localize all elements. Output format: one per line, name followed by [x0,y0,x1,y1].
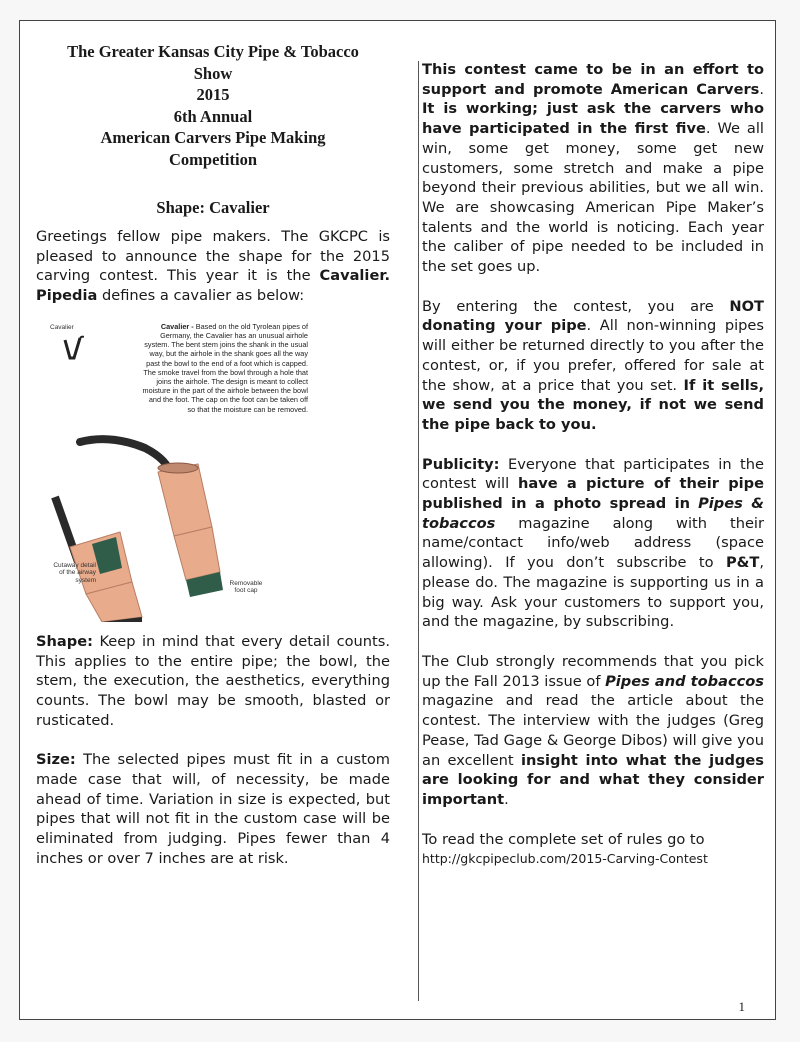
entering-paragraph [422,297,764,435]
title-line: The Greater Kansas City Pipe & Tobacco [67,42,359,61]
document-title [36,41,390,170]
entering-bold: NOT donating your pipe [422,297,764,335]
publicity-text-3: , please do. The magazine is supporting us in a big way. Ask your customers to support you, and the magazine, by subscribing. [422,554,764,631]
shape-paragraph [36,632,390,731]
rules-text: To read the complete set of rules go to [422,830,705,848]
page-number: 1 [738,999,745,1014]
publicity-paragraph [422,455,764,632]
magazine-title: Pipes & tobaccos [422,495,764,532]
contest-bold: This contest came to be in an effort to support and promote American Carvers [422,61,764,98]
club-bold: insight into what the judges are looking for and what they consider important [422,751,764,808]
shape-heading: Shape: Cavalier [156,198,270,217]
magazine-title: Pipes and tobaccos [605,672,764,690]
publicity-text-2: magazine along with their name/contact info/web address (space allowing). If you don’t subscribe to [422,514,764,572]
club-text: The Club strongly recommends that you pick up the Fall 2013 issue of [422,652,764,690]
title-line: Show [193,63,233,83]
left-column [36,21,390,869]
foot-cap-label: Removable foot cap [229,579,263,595]
publicity-text: Everyone that participates in the contest will [422,455,764,493]
cavalier-small-label: Cavalier [50,323,74,331]
title-line: American Carvers Pipe Making [100,128,326,147]
publicity-label: Publicity: [422,455,500,473]
pt-abbrev: P&T [725,554,760,572]
right-column [422,21,764,869]
column-divider [418,61,419,1001]
intro-text-end: defines a cavalier as below: [97,287,305,305]
page-frame [19,20,776,1020]
size-text: The selected pipes must fit in a custom made case that will, of necessity, be made ahead of time. Variation in size is expected, but pipes that will not fit in the custom case will be eliminated from judging. Pipes fewer than 4 inches or over 7 inches are at risk. [36,751,390,867]
entering-text: By entering the contest, you are [422,297,730,315]
rules-paragraph [422,830,764,869]
description-title: Cavalier - [160,321,196,331]
title-line: Competition [169,149,257,169]
entering-bold-2: If it sells, we send you the money, if not we send the pipe back to you. [422,376,764,433]
cutaway-label: Cutaway detail of the airway system [53,561,96,584]
size-label: Size: [36,751,76,769]
cavalier-figure [50,322,320,622]
entering-text-2: . All non-winning pipes will either be returned directly to you after the contest, or, if you prefer, offered for sale at the show, at a price that you set. [422,317,765,394]
shape-text: Keep in mind that every detail counts. This applies to the entire pipe; the bowl, the stem, the execution, the aesthetics, everything counts. The bowl may be smooth, blasted or rusticated. [36,632,390,729]
intro-text: Greetings fellow pipe makers. The GKCPC is pleased to announce the shape for the 2015 carving contest. This year it is the [36,228,390,285]
title-line: 6th Annual [173,106,253,126]
contest-bold-2: It is working; just ask the carvers who have participated in the first five [422,100,764,138]
size-paragraph [36,750,390,868]
shape-label: Shape: [36,632,93,650]
rules-link[interactable]: http://gkcpipeclub.com/2015-Carving-Contest [422,851,708,867]
contest-paragraph [422,60,764,277]
club-text-2: magazine and read the article about the contest. The interview with the judges (Greg Pease, Tad Gage & George Dibos) will give you an excellent [422,692,764,769]
intro-paragraph [36,227,390,306]
club-paragraph [422,652,764,810]
contest-text-2: . We all win, some get money, some get new customers, some stretch and make a pipe beyond their previous abilities, but we all win. We are showcasing American Pipe Maker’s talents and the world is noticing. Each year the caliber of pipe needed to be included in the set goes up. [422,120,764,276]
publicity-bold: have a picture of their pipe published in a photo spread in [422,475,765,513]
intro-bold: Cavalier. Pipedia [36,267,390,305]
title-line: 2015 [196,85,230,104]
description-text: Based on the old Tyrolean pipes of Germany, the Cavalier has an unusual airhole system. The bent stem joins the shank in the usual way, but the airhole in the shank goes all the way past the bowl to the end of a foot which is capped. The smoke travel from the bowl through a hole that joins the airhole. The design is meant to collect moisture in the part of the airhole between the bowl and the foot. The cap on the foot can be taken off so that the moisture can be removed. [142,321,308,414]
contest-text: . [759,80,764,98]
club-text-3: . [504,790,509,808]
